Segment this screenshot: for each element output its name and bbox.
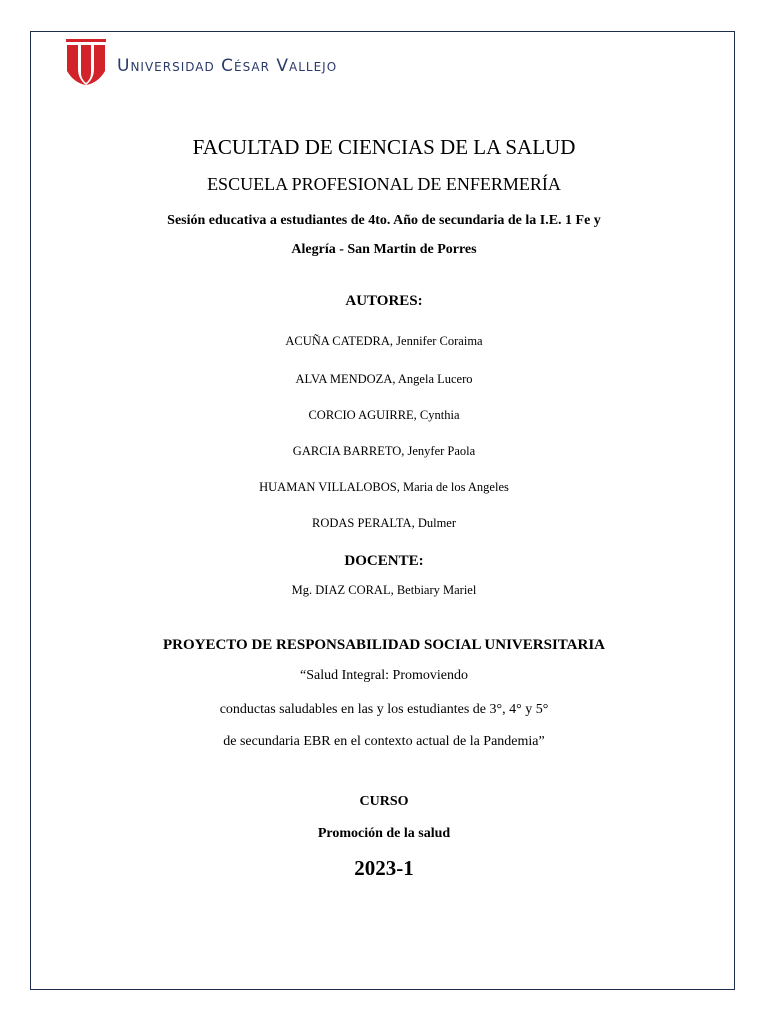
academic-year: 2023-1: [354, 856, 414, 880]
school-title: ESCUELA PROFESIONAL DE ENFERMERÍA: [207, 174, 561, 194]
author-name: GARCIA BARRETO, Jenyfer Paola: [292, 444, 476, 458]
course-name: Promoción de la salud: [317, 826, 451, 841]
university-name: Universidad César Vallejo: [117, 55, 338, 76]
faculty-title: FACULTAD DE CIENCIAS DE LA SALUD: [192, 135, 576, 159]
author-name: ACUÑA CATEDRA, Jennifer Coraima: [285, 334, 483, 348]
session-line-2: Alegría - San Martin de Porres: [291, 242, 477, 257]
project-heading: PROYECTO DE RESPONSABILIDAD SOCIAL UNIVERSITARIA: [162, 637, 606, 653]
university-shield-icon: [66, 39, 106, 89]
author-name: ALVA MENDOZA, Angela Lucero: [295, 372, 473, 386]
author-name: RODAS PERALTA, Dulmer: [311, 516, 457, 530]
authors-heading: AUTORES:: [345, 293, 423, 309]
author-name: HUAMAN VILLALOBOS, Maria de los Angeles: [259, 480, 509, 494]
university-logo: [66, 39, 337, 89]
session-line-1: Sesión educativa a estudiantes de 4to. Año de secundaria de la I.E. 1 Fe y: [167, 213, 601, 228]
project-title-line-1: “Salud Integral: Promoviendo: [300, 668, 468, 683]
project-title-line-3: de secundaria EBR en el contexto actual de la Pandemia”: [223, 734, 545, 749]
teacher-heading: DOCENTE:: [344, 553, 424, 569]
project-title-line-2: conductas saludables en las y los estudiantes de 3°, 4° y 5°: [219, 702, 549, 717]
author-name: CORCIO AGUIRRE, Cynthia: [308, 408, 460, 422]
teacher-name: Mg. DIAZ CORAL, Betbiary Mariel: [291, 583, 477, 597]
course-heading: CURSO: [359, 794, 409, 809]
